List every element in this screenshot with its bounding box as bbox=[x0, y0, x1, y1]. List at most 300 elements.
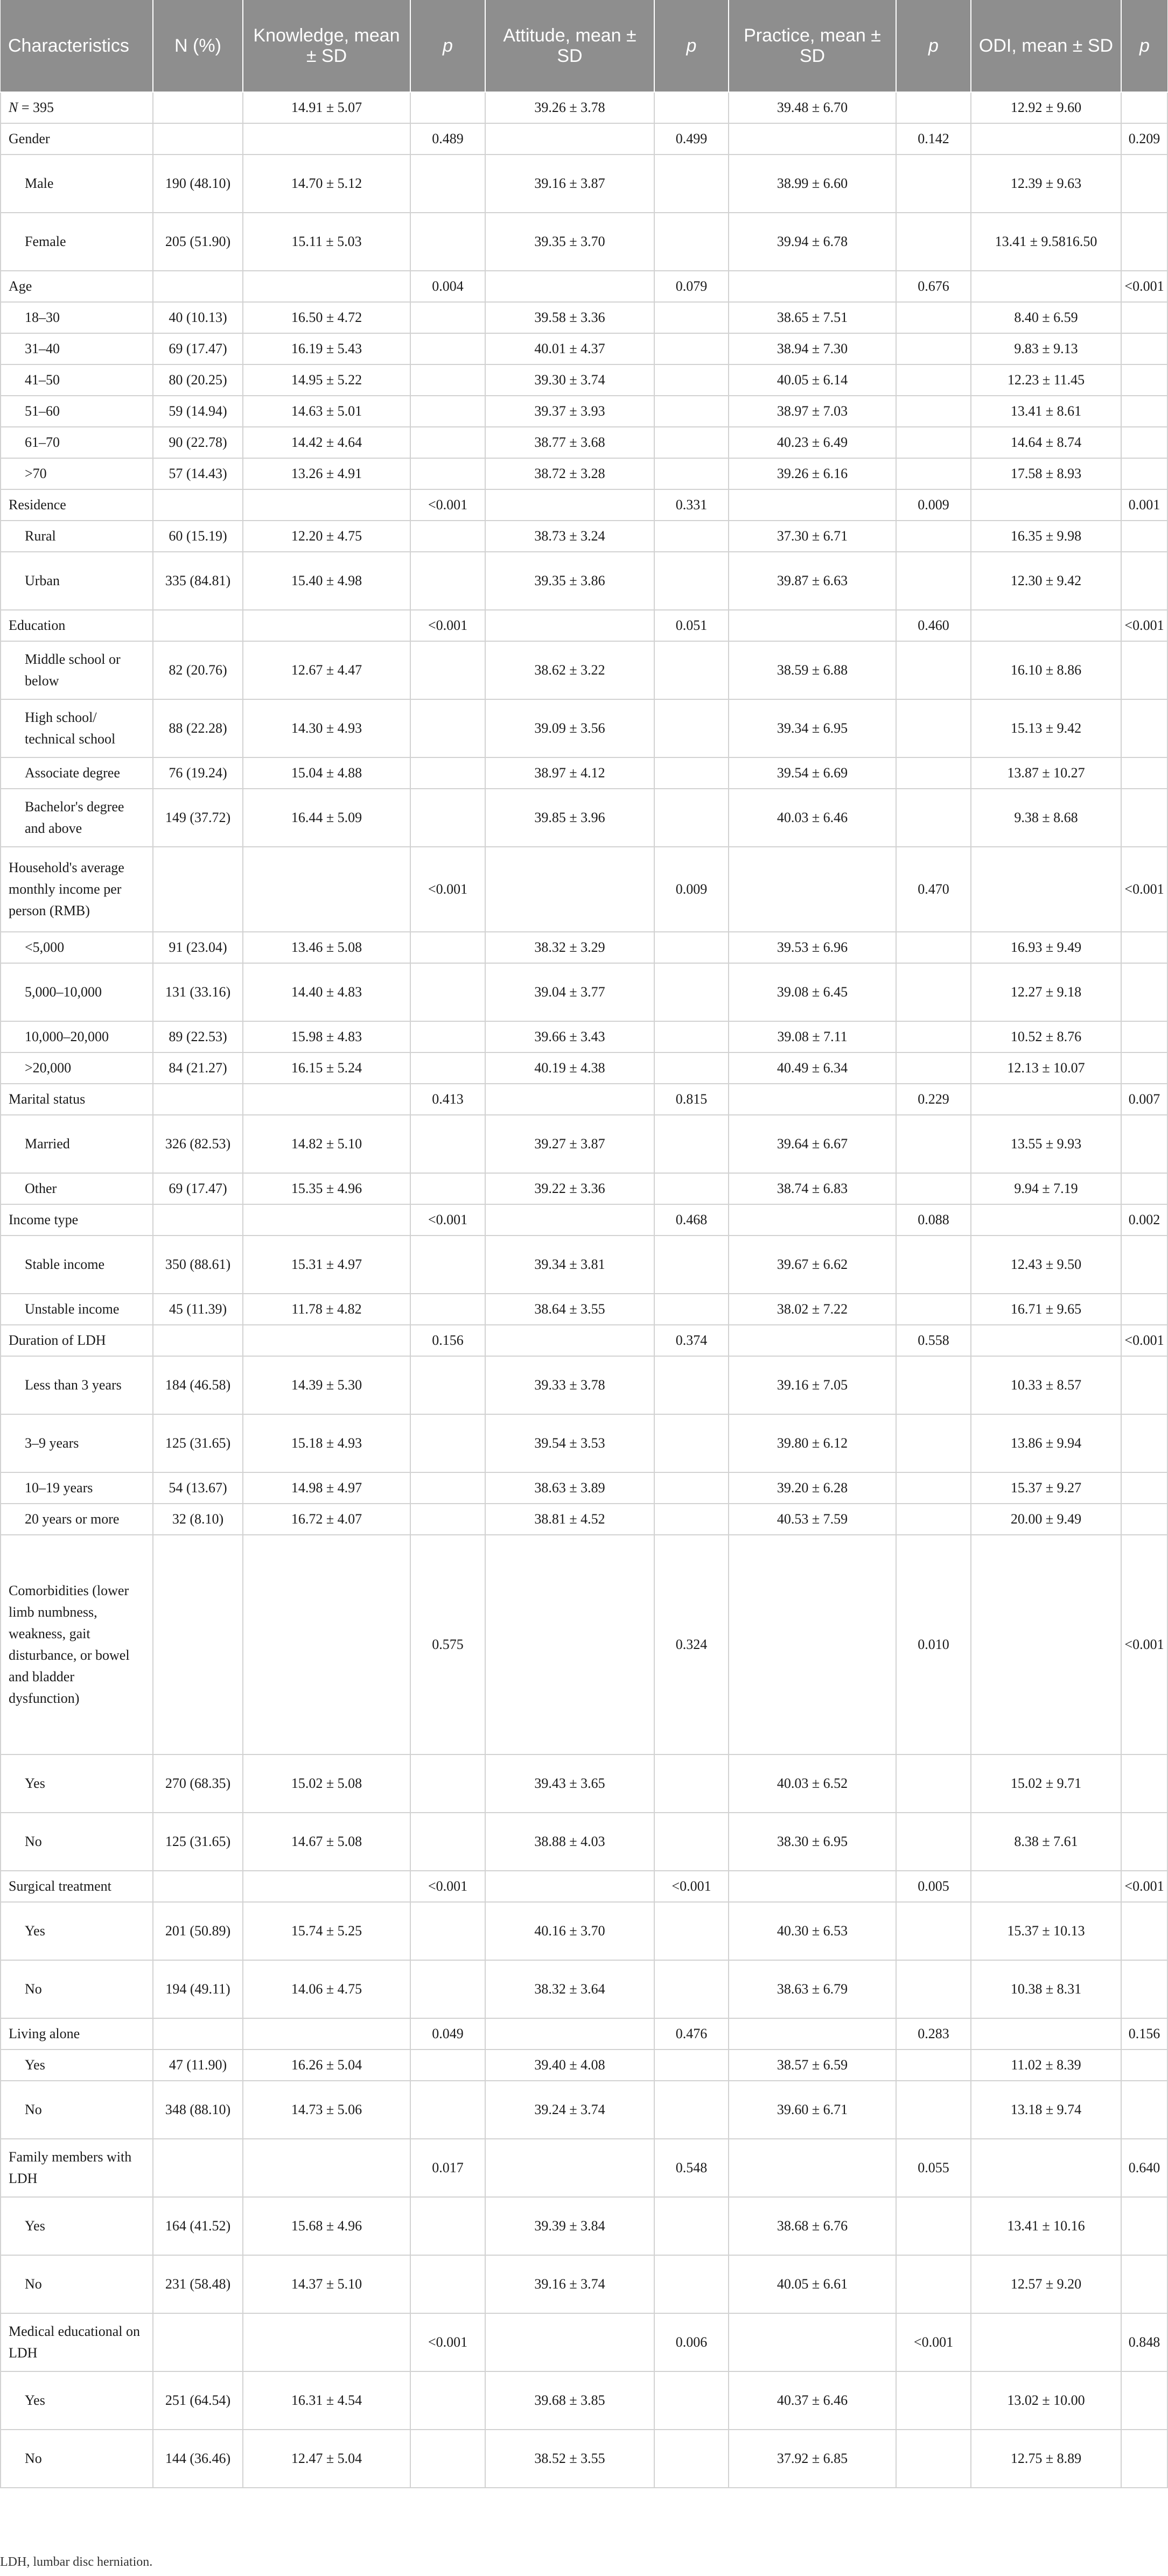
characteristic-cell: Female bbox=[1, 213, 153, 271]
knowledge-cell: 16.31 ± 4.54 bbox=[243, 2371, 410, 2430]
odi-p-cell: <0.001 bbox=[1121, 271, 1167, 302]
characteristic-cell: No bbox=[1, 2430, 153, 2488]
knowledge-cell: 14.06 ± 4.75 bbox=[243, 1960, 410, 2018]
column-header-odi-p: p bbox=[1121, 0, 1167, 92]
practice-cell bbox=[729, 1535, 896, 1754]
attitude-cell: 39.54 ± 3.53 bbox=[485, 1414, 654, 1472]
practice-cell bbox=[729, 1084, 896, 1115]
odi-p-cell bbox=[1121, 552, 1167, 610]
table-row-subgroup bbox=[1, 155, 1167, 213]
practice-cell bbox=[729, 1871, 896, 1902]
table-row-subgroup bbox=[1, 1356, 1167, 1414]
odi-p-cell bbox=[1121, 1021, 1167, 1052]
knowledge-cell: 14.95 ± 5.22 bbox=[243, 364, 410, 396]
knowledge-cell: 13.46 ± 5.08 bbox=[243, 932, 410, 963]
attitude-p-cell bbox=[654, 963, 729, 1021]
knowledge-cell: 15.68 ± 4.96 bbox=[243, 2197, 410, 2255]
table-row-group bbox=[1, 271, 1167, 302]
n-percent-cell: 32 (8.10) bbox=[153, 1504, 243, 1535]
n-percent-cell: 326 (82.53) bbox=[153, 1115, 243, 1173]
characteristic-cell: 5,000–10,000 bbox=[1, 963, 153, 1021]
table-row-group bbox=[1, 489, 1167, 521]
odi-p-cell bbox=[1121, 521, 1167, 552]
odi-p-cell bbox=[1121, 1356, 1167, 1414]
attitude-p-cell bbox=[654, 1472, 729, 1504]
column-header-n-percent: N (%) bbox=[153, 0, 243, 92]
practice-p-cell bbox=[896, 699, 971, 757]
attitude-cell: 38.62 ± 3.22 bbox=[485, 641, 654, 699]
n-percent-cell: 89 (22.53) bbox=[153, 1021, 243, 1052]
odi-cell: 13.86 ± 9.94 bbox=[971, 1414, 1121, 1472]
attitude-p-cell: 0.009 bbox=[654, 847, 729, 932]
knowledge-cell bbox=[243, 271, 410, 302]
odi-cell bbox=[971, 1325, 1121, 1356]
attitude-cell: 38.32 ± 3.64 bbox=[485, 1960, 654, 2018]
knowledge-p-cell bbox=[410, 1173, 485, 1204]
knowledge-cell bbox=[243, 1084, 410, 1115]
odi-cell: 12.39 ± 9.63 bbox=[971, 155, 1121, 213]
odi-p-cell bbox=[1121, 2371, 1167, 2430]
attitude-cell: 39.39 ± 3.84 bbox=[485, 2197, 654, 2255]
attitude-p-cell bbox=[654, 92, 729, 123]
characteristic-cell: Residence bbox=[1, 489, 153, 521]
characteristic-cell: Surgical treatment bbox=[1, 1871, 153, 1902]
n-percent-cell: 59 (14.94) bbox=[153, 396, 243, 427]
odi-p-cell: 0.848 bbox=[1121, 2313, 1167, 2371]
practice-p-cell bbox=[896, 396, 971, 427]
attitude-p-cell: 0.499 bbox=[654, 123, 729, 155]
practice-p-cell bbox=[896, 2255, 971, 2313]
knowledge-p-cell bbox=[410, 396, 485, 427]
odi-p-cell: <0.001 bbox=[1121, 1871, 1167, 1902]
attitude-p-cell: 0.051 bbox=[654, 610, 729, 641]
n-percent-cell: 205 (51.90) bbox=[153, 213, 243, 271]
odi-cell: 15.02 ± 9.71 bbox=[971, 1754, 1121, 1813]
table-row-group bbox=[1, 92, 1167, 123]
n-percent-cell bbox=[153, 2139, 243, 2197]
odi-cell: 12.75 ± 8.89 bbox=[971, 2430, 1121, 2488]
n-percent-cell bbox=[153, 1204, 243, 1236]
practice-p-cell bbox=[896, 1115, 971, 1173]
attitude-p-cell bbox=[654, 2255, 729, 2313]
practice-cell: 38.97 ± 7.03 bbox=[729, 396, 896, 427]
practice-p-cell bbox=[896, 1414, 971, 1472]
practice-p-cell bbox=[896, 2371, 971, 2430]
knowledge-cell bbox=[243, 489, 410, 521]
table-row-group bbox=[1, 1871, 1167, 1902]
odi-cell: 16.35 ± 9.98 bbox=[971, 521, 1121, 552]
practice-cell bbox=[729, 847, 896, 932]
characteristic-cell: Gender bbox=[1, 123, 153, 155]
practice-p-cell: 0.558 bbox=[896, 1325, 971, 1356]
knowledge-p-cell bbox=[410, 641, 485, 699]
odi-p-cell: <0.001 bbox=[1121, 847, 1167, 932]
odi-p-cell bbox=[1121, 92, 1167, 123]
practice-cell: 40.05 ± 6.14 bbox=[729, 364, 896, 396]
characteristic-cell: Education bbox=[1, 610, 153, 641]
knowledge-p-cell: <0.001 bbox=[410, 610, 485, 641]
attitude-p-cell: 0.476 bbox=[654, 2018, 729, 2049]
practice-cell: 40.53 ± 7.59 bbox=[729, 1504, 896, 1535]
knowledge-p-cell: 0.049 bbox=[410, 2018, 485, 2049]
practice-p-cell bbox=[896, 641, 971, 699]
table-row-subgroup bbox=[1, 521, 1167, 552]
characteristic-cell: High school/ technical school bbox=[1, 699, 153, 757]
practice-cell: 39.08 ± 6.45 bbox=[729, 963, 896, 1021]
knowledge-p-cell: 0.156 bbox=[410, 1325, 485, 1356]
characteristic-cell: 10–19 years bbox=[1, 1472, 153, 1504]
odi-cell: 8.40 ± 6.59 bbox=[971, 302, 1121, 333]
n-percent-cell: 69 (17.47) bbox=[153, 1173, 243, 1204]
odi-cell: 10.38 ± 8.31 bbox=[971, 1960, 1121, 2018]
attitude-p-cell bbox=[654, 1021, 729, 1052]
attitude-cell bbox=[485, 610, 654, 641]
table-row-group bbox=[1, 1204, 1167, 1236]
knowledge-cell bbox=[243, 1325, 410, 1356]
practice-cell: 40.03 ± 6.46 bbox=[729, 789, 896, 847]
attitude-p-cell bbox=[654, 2049, 729, 2081]
characteristic-cell: 3–9 years bbox=[1, 1414, 153, 1472]
attitude-cell: 39.68 ± 3.85 bbox=[485, 2371, 654, 2430]
table-row-subgroup bbox=[1, 1414, 1167, 1472]
attitude-p-cell bbox=[654, 1960, 729, 2018]
knowledge-cell: 14.70 ± 5.12 bbox=[243, 155, 410, 213]
attitude-cell bbox=[485, 489, 654, 521]
odi-p-cell: 0.002 bbox=[1121, 1204, 1167, 1236]
knowledge-p-cell bbox=[410, 364, 485, 396]
table-row-subgroup bbox=[1, 1960, 1167, 2018]
knowledge-p-cell: <0.001 bbox=[410, 847, 485, 932]
knowledge-cell: 15.40 ± 4.98 bbox=[243, 552, 410, 610]
n-percent-cell: 60 (15.19) bbox=[153, 521, 243, 552]
attitude-cell: 38.97 ± 4.12 bbox=[485, 757, 654, 789]
practice-p-cell bbox=[896, 333, 971, 364]
practice-cell: 38.94 ± 7.30 bbox=[729, 333, 896, 364]
n-percent-cell bbox=[153, 271, 243, 302]
characteristic-cell: Male bbox=[1, 155, 153, 213]
n-percent-cell bbox=[153, 92, 243, 123]
odi-p-cell bbox=[1121, 1115, 1167, 1173]
odi-cell bbox=[971, 1871, 1121, 1902]
knowledge-cell: 15.11 ± 5.03 bbox=[243, 213, 410, 271]
n-percent-cell bbox=[153, 1325, 243, 1356]
knowledge-p-cell bbox=[410, 1052, 485, 1084]
attitude-p-cell bbox=[654, 302, 729, 333]
odi-cell: 9.38 ± 8.68 bbox=[971, 789, 1121, 847]
attitude-p-cell bbox=[654, 427, 729, 458]
table-row-group bbox=[1, 1084, 1167, 1115]
n-percent-cell: 251 (64.54) bbox=[153, 2371, 243, 2430]
table-row-subgroup bbox=[1, 963, 1167, 1021]
n-percent-cell: 164 (41.52) bbox=[153, 2197, 243, 2255]
practice-p-cell bbox=[896, 1754, 971, 1813]
odi-cell: 20.00 ± 9.49 bbox=[971, 1504, 1121, 1535]
characteristic-cell: Income type bbox=[1, 1204, 153, 1236]
characteristic-cell: 20 years or more bbox=[1, 1504, 153, 1535]
practice-cell: 39.67 ± 6.62 bbox=[729, 1236, 896, 1294]
column-header-practice-p: p bbox=[896, 0, 971, 92]
column-header-odi: ODI, mean ± SD bbox=[971, 0, 1121, 92]
table-footnote: LDH, lumbar disc herniation. bbox=[0, 2555, 153, 2569]
characteristic-cell: 18–30 bbox=[1, 302, 153, 333]
practice-p-cell bbox=[896, 2197, 971, 2255]
practice-p-cell bbox=[896, 302, 971, 333]
attitude-cell: 39.35 ± 3.70 bbox=[485, 213, 654, 271]
table-row-subgroup bbox=[1, 1115, 1167, 1173]
knowledge-p-cell: 0.413 bbox=[410, 1084, 485, 1115]
practice-cell: 37.30 ± 6.71 bbox=[729, 521, 896, 552]
odi-p-cell bbox=[1121, 1813, 1167, 1871]
n-percent-cell: 201 (50.89) bbox=[153, 1902, 243, 1960]
practice-p-cell: 0.470 bbox=[896, 847, 971, 932]
table-row-subgroup bbox=[1, 1813, 1167, 1871]
table-row-group bbox=[1, 847, 1167, 932]
practice-p-cell bbox=[896, 92, 971, 123]
characteristic-cell: Household's average monthly income per person (RMB) bbox=[1, 847, 153, 932]
practice-cell: 39.16 ± 7.05 bbox=[729, 1356, 896, 1414]
attitude-p-cell bbox=[654, 699, 729, 757]
attitude-cell bbox=[485, 1871, 654, 1902]
knowledge-cell bbox=[243, 1535, 410, 1754]
knowledge-p-cell bbox=[410, 1115, 485, 1173]
attitude-p-cell: 0.079 bbox=[654, 271, 729, 302]
practice-p-cell bbox=[896, 364, 971, 396]
attitude-p-cell bbox=[654, 396, 729, 427]
knowledge-cell: 12.67 ± 4.47 bbox=[243, 641, 410, 699]
odi-p-cell: 0.640 bbox=[1121, 2139, 1167, 2197]
attitude-cell bbox=[485, 271, 654, 302]
practice-cell bbox=[729, 489, 896, 521]
characteristic-cell: Other bbox=[1, 1173, 153, 1204]
practice-p-cell bbox=[896, 1472, 971, 1504]
odi-cell: 13.41 ± 8.61 bbox=[971, 396, 1121, 427]
knowledge-cell: 15.04 ± 4.88 bbox=[243, 757, 410, 789]
n-percent-cell: 125 (31.65) bbox=[153, 1414, 243, 1472]
attitude-p-cell bbox=[654, 1115, 729, 1173]
practice-cell: 38.68 ± 6.76 bbox=[729, 2197, 896, 2255]
practice-p-cell bbox=[896, 1902, 971, 1960]
table-row-subgroup bbox=[1, 1754, 1167, 1813]
n-percent-cell bbox=[153, 2313, 243, 2371]
table-row-subgroup bbox=[1, 2371, 1167, 2430]
n-percent-cell: 270 (68.35) bbox=[153, 1754, 243, 1813]
n-percent-cell: 190 (48.10) bbox=[153, 155, 243, 213]
column-header-attitude-p: p bbox=[654, 0, 729, 92]
odi-cell: 15.13 ± 9.42 bbox=[971, 699, 1121, 757]
table-row-subgroup bbox=[1, 1294, 1167, 1325]
attitude-cell: 39.26 ± 3.78 bbox=[485, 92, 654, 123]
odi-p-cell bbox=[1121, 1504, 1167, 1535]
odi-p-cell: 0.209 bbox=[1121, 123, 1167, 155]
odi-cell: 12.92 ± 9.60 bbox=[971, 92, 1121, 123]
attitude-p-cell bbox=[654, 1052, 729, 1084]
characteristic-cell: >70 bbox=[1, 458, 153, 489]
odi-p-cell bbox=[1121, 1754, 1167, 1813]
knowledge-p-cell bbox=[410, 1960, 485, 2018]
knowledge-p-cell bbox=[410, 963, 485, 1021]
characteristic-cell: 10,000–20,000 bbox=[1, 1021, 153, 1052]
odi-cell: 9.94 ± 7.19 bbox=[971, 1173, 1121, 1204]
attitude-cell: 38.77 ± 3.68 bbox=[485, 427, 654, 458]
practice-p-cell: 0.229 bbox=[896, 1084, 971, 1115]
practice-cell bbox=[729, 2313, 896, 2371]
characteristic-cell: No bbox=[1, 1960, 153, 2018]
practice-p-cell: 0.676 bbox=[896, 271, 971, 302]
knowledge-cell: 14.30 ± 4.93 bbox=[243, 699, 410, 757]
knowledge-p-cell: <0.001 bbox=[410, 2313, 485, 2371]
knowledge-cell: 16.15 ± 5.24 bbox=[243, 1052, 410, 1084]
characteristic-cell: No bbox=[1, 2255, 153, 2313]
knowledge-cell bbox=[243, 2018, 410, 2049]
n-percent-cell bbox=[153, 2018, 243, 2049]
odi-p-cell: 0.156 bbox=[1121, 2018, 1167, 2049]
practice-cell: 40.30 ± 6.53 bbox=[729, 1902, 896, 1960]
attitude-cell: 39.22 ± 3.36 bbox=[485, 1173, 654, 1204]
practice-cell: 39.53 ± 6.96 bbox=[729, 932, 896, 963]
attitude-cell bbox=[485, 1084, 654, 1115]
attitude-p-cell: 0.324 bbox=[654, 1535, 729, 1754]
table-row-group bbox=[1, 2018, 1167, 2049]
practice-p-cell bbox=[896, 932, 971, 963]
characteristic-cell: Unstable income bbox=[1, 1294, 153, 1325]
practice-cell bbox=[729, 2139, 896, 2197]
n-percent-cell: 348 (88.10) bbox=[153, 2081, 243, 2139]
attitude-p-cell bbox=[654, 458, 729, 489]
n-percent-cell bbox=[153, 1871, 243, 1902]
practice-cell: 39.60 ± 6.71 bbox=[729, 2081, 896, 2139]
knowledge-cell: 15.31 ± 4.97 bbox=[243, 1236, 410, 1294]
odi-cell bbox=[971, 2018, 1121, 2049]
knowledge-cell: 16.44 ± 5.09 bbox=[243, 789, 410, 847]
knowledge-cell: 14.42 ± 4.64 bbox=[243, 427, 410, 458]
practice-cell: 38.65 ± 7.51 bbox=[729, 302, 896, 333]
knowledge-p-cell bbox=[410, 2081, 485, 2139]
practice-cell: 40.49 ± 6.34 bbox=[729, 1052, 896, 1084]
practice-p-cell: <0.001 bbox=[896, 2313, 971, 2371]
attitude-p-cell: 0.468 bbox=[654, 1204, 729, 1236]
practice-cell: 38.63 ± 6.79 bbox=[729, 1960, 896, 2018]
attitude-p-cell bbox=[654, 2371, 729, 2430]
characteristic-cell: Yes bbox=[1, 1754, 153, 1813]
odi-p-cell bbox=[1121, 2255, 1167, 2313]
characteristic-cell: Bachelor's degree and above bbox=[1, 789, 153, 847]
knowledge-p-cell: <0.001 bbox=[410, 489, 485, 521]
practice-p-cell bbox=[896, 789, 971, 847]
knowledge-cell: 15.18 ± 4.93 bbox=[243, 1414, 410, 1472]
characteristic-cell: Middle school or below bbox=[1, 641, 153, 699]
practice-p-cell bbox=[896, 2081, 971, 2139]
knowledge-cell bbox=[243, 123, 410, 155]
practice-p-cell bbox=[896, 1960, 971, 2018]
n-percent-cell: 80 (20.25) bbox=[153, 364, 243, 396]
attitude-cell bbox=[485, 2139, 654, 2197]
knowledge-p-cell bbox=[410, 155, 485, 213]
practice-cell: 39.94 ± 6.78 bbox=[729, 213, 896, 271]
odi-p-cell bbox=[1121, 1173, 1167, 1204]
attitude-cell: 38.73 ± 3.24 bbox=[485, 521, 654, 552]
odi-p-cell: 0.001 bbox=[1121, 489, 1167, 521]
knowledge-p-cell bbox=[410, 552, 485, 610]
attitude-cell: 38.64 ± 3.55 bbox=[485, 1294, 654, 1325]
table-row-subgroup bbox=[1, 302, 1167, 333]
n-percent-cell bbox=[153, 847, 243, 932]
attitude-cell bbox=[485, 123, 654, 155]
odi-cell: 12.43 ± 9.50 bbox=[971, 1236, 1121, 1294]
characteristic-cell: Age bbox=[1, 271, 153, 302]
attitude-cell: 39.09 ± 3.56 bbox=[485, 699, 654, 757]
attitude-p-cell bbox=[654, 155, 729, 213]
practice-cell: 38.99 ± 6.60 bbox=[729, 155, 896, 213]
attitude-p-cell bbox=[654, 1414, 729, 1472]
practice-cell bbox=[729, 1204, 896, 1236]
practice-p-cell bbox=[896, 1021, 971, 1052]
table-row-subgroup bbox=[1, 552, 1167, 610]
table-row-subgroup bbox=[1, 427, 1167, 458]
table-row-subgroup bbox=[1, 2081, 1167, 2139]
knowledge-p-cell bbox=[410, 1472, 485, 1504]
attitude-cell bbox=[485, 1325, 654, 1356]
knowledge-p-cell bbox=[410, 427, 485, 458]
header-row bbox=[1, 0, 1167, 92]
knowledge-cell bbox=[243, 1204, 410, 1236]
odi-cell: 14.64 ± 8.74 bbox=[971, 427, 1121, 458]
practice-p-cell bbox=[896, 1813, 971, 1871]
table-row-subgroup bbox=[1, 789, 1167, 847]
practice-p-cell: 0.460 bbox=[896, 610, 971, 641]
practice-cell bbox=[729, 2018, 896, 2049]
attitude-cell: 40.16 ± 3.70 bbox=[485, 1902, 654, 1960]
table-row-subgroup bbox=[1, 2049, 1167, 2081]
n-percent-cell: 40 (10.13) bbox=[153, 302, 243, 333]
practice-cell: 40.05 ± 6.61 bbox=[729, 2255, 896, 2313]
attitude-p-cell bbox=[654, 1754, 729, 1813]
odi-cell bbox=[971, 2139, 1121, 2197]
attitude-p-cell bbox=[654, 364, 729, 396]
attitude-p-cell bbox=[654, 641, 729, 699]
odi-cell: 16.71 ± 9.65 bbox=[971, 1294, 1121, 1325]
odi-p-cell bbox=[1121, 396, 1167, 427]
odi-cell: 13.41 ± 9.5816.50 bbox=[971, 213, 1121, 271]
table-row-group bbox=[1, 2313, 1167, 2371]
characteristic-cell: Marital status bbox=[1, 1084, 153, 1115]
knowledge-cell: 12.47 ± 5.04 bbox=[243, 2430, 410, 2488]
practice-p-cell: 0.142 bbox=[896, 123, 971, 155]
knowledge-cell: 15.02 ± 5.08 bbox=[243, 1754, 410, 1813]
odi-p-cell: <0.001 bbox=[1121, 1325, 1167, 1356]
attitude-p-cell: 0.815 bbox=[654, 1084, 729, 1115]
attitude-cell: 39.34 ± 3.81 bbox=[485, 1236, 654, 1294]
table-row-group bbox=[1, 1535, 1167, 1754]
knowledge-cell: 16.19 ± 5.43 bbox=[243, 333, 410, 364]
practice-p-cell bbox=[896, 1236, 971, 1294]
n-percent-cell: 231 (58.48) bbox=[153, 2255, 243, 2313]
table-row-subgroup bbox=[1, 1472, 1167, 1504]
n-percent-cell: 76 (19.24) bbox=[153, 757, 243, 789]
attitude-cell: 38.88 ± 4.03 bbox=[485, 1813, 654, 1871]
odi-p-cell bbox=[1121, 963, 1167, 1021]
characteristic-cell: Living alone bbox=[1, 2018, 153, 2049]
attitude-cell: 40.01 ± 4.37 bbox=[485, 333, 654, 364]
characteristic-cell: Less than 3 years bbox=[1, 1356, 153, 1414]
knowledge-p-cell bbox=[410, 1414, 485, 1472]
knowledge-p-cell bbox=[410, 1294, 485, 1325]
attitude-cell bbox=[485, 2018, 654, 2049]
practice-cell bbox=[729, 271, 896, 302]
knowledge-p-cell bbox=[410, 213, 485, 271]
odi-cell: 10.52 ± 8.76 bbox=[971, 1021, 1121, 1052]
practice-p-cell: 0.005 bbox=[896, 1871, 971, 1902]
attitude-p-cell bbox=[654, 521, 729, 552]
